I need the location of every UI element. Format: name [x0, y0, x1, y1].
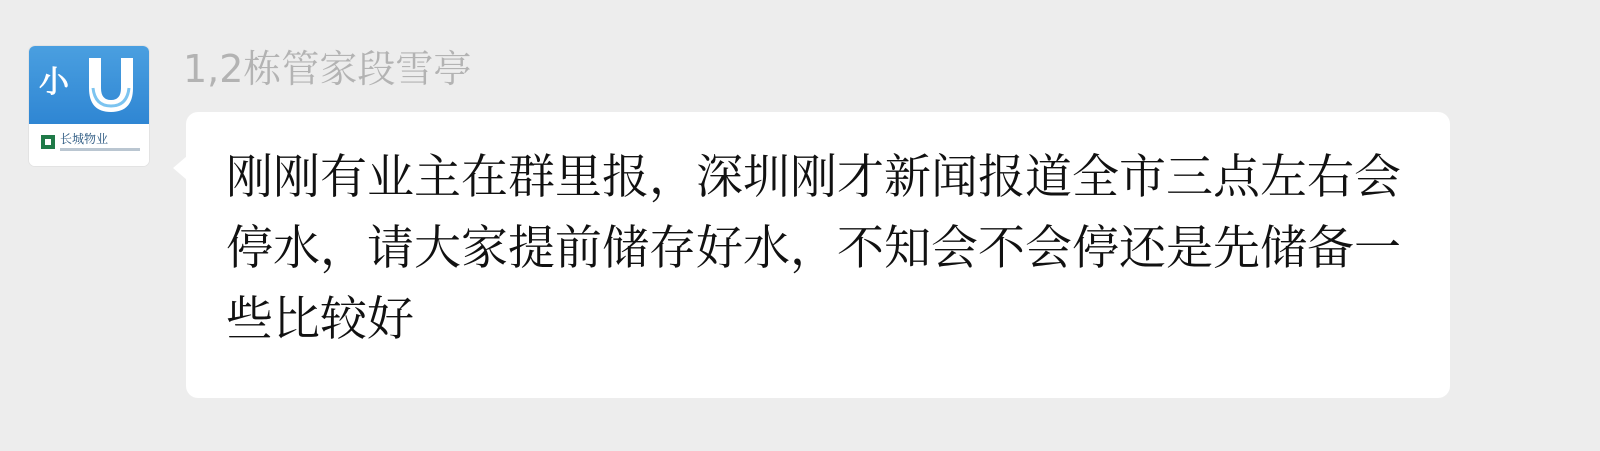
message-bubble[interactable] [186, 112, 1450, 398]
u-logo-icon [81, 54, 141, 116]
brand-name: 长城物业 [60, 132, 109, 146]
sender-name: 1,2栋管家段雪亭 [183, 47, 472, 91]
bubble-tail [173, 156, 187, 180]
avatar-brand-strip [29, 124, 149, 166]
avatar-badge-char: 小 [39, 65, 69, 100]
avatar-logo-top [29, 46, 149, 124]
brand-subtitle-line [60, 148, 140, 151]
brand-mark-icon [41, 135, 55, 149]
message-text: 刚刚有业主在群里报，深圳刚才新闻报道全市三点左右会停水，请大家提前储存好水，不知会不会停还是先储备一些比较好 [226, 150, 1401, 347]
avatar[interactable] [29, 46, 149, 166]
